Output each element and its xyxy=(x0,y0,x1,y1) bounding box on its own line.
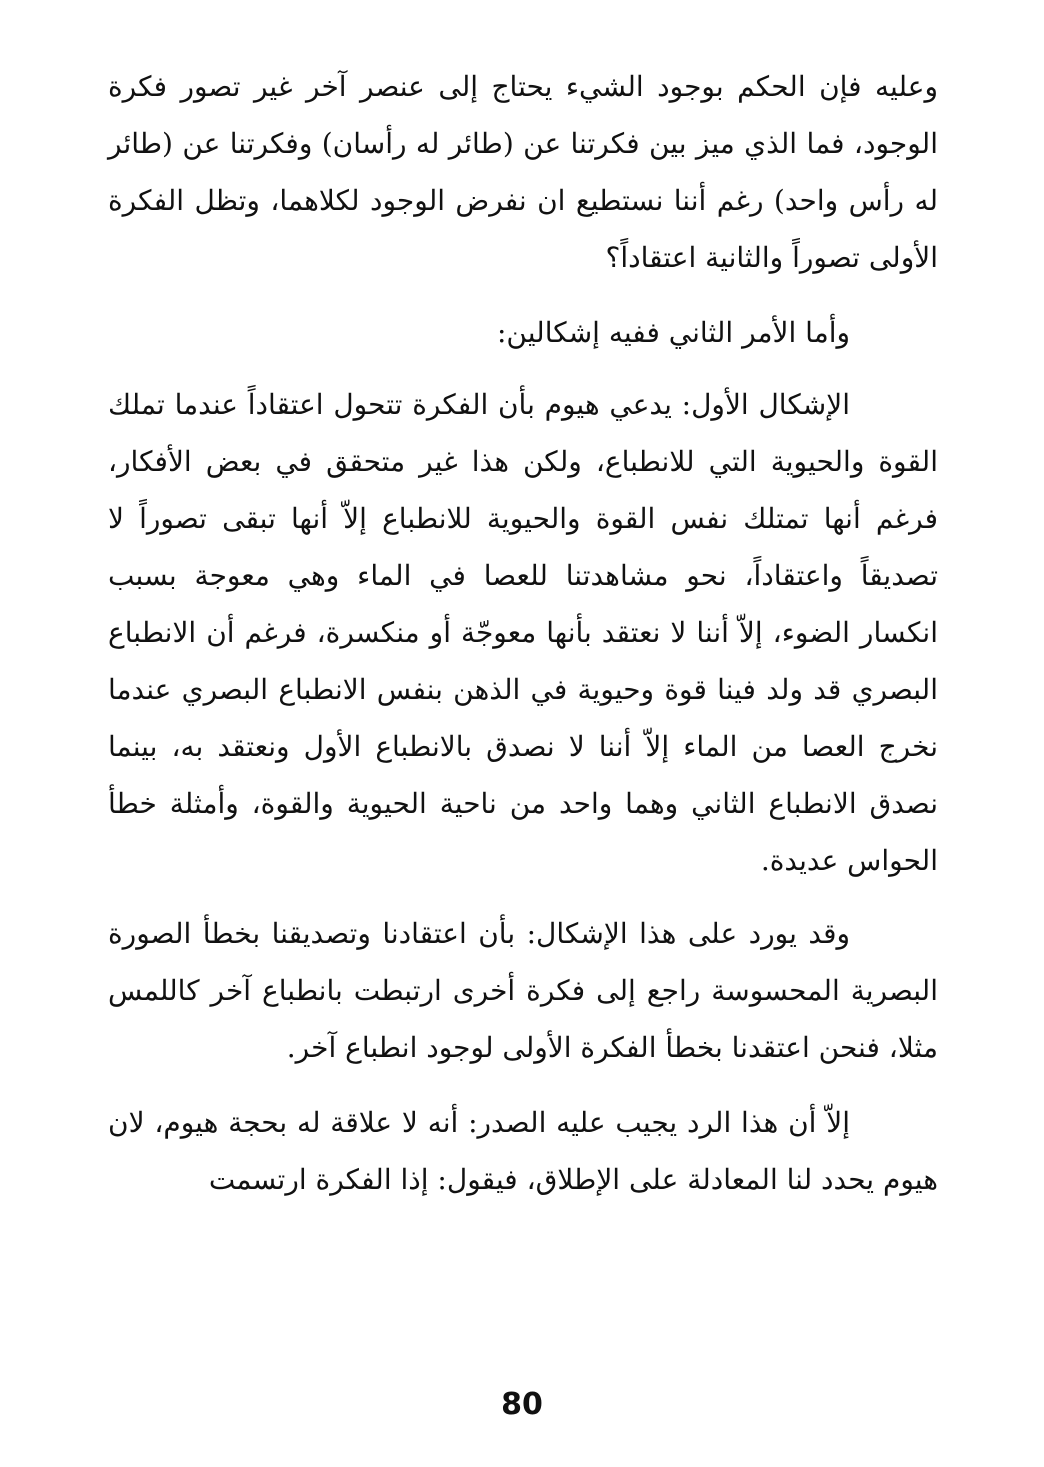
page-number: 80 xyxy=(501,1387,543,1422)
paragraph-3: الإشكال الأول: يدعي هيوم بأن الفكرة تتحول اعتقاداً عندما تملك القوة والحيوية التي للانطباع، ولكن هذا غير متحقق في بعض الأفكار، فرغم أنها تمتلك نفس القوة والحيوية للانطباع إلاّ أنها تبقى تصوراً لا تصديقاً واعتقاداً، نحو مشاهدتنا للعصا في الماء وهي معوجة بسبب انكسار الضوء، إلاّ أننا لا نعتقد بأنها معوجّة أو منكسرة، فرغم أن الانطباع البصري قد ولد فينا قوة وحيوية في الذهن بنفس الانطباع البصري عندما نخرج العصا من الماء إلاّ أننا لا نصدق بالانطباع الأول ونعتقد به، بينما نصدق الانطباع الثاني وهما واحد من ناحية الحيوية والقوة، وأمثلة خطأ الحواس عديدة. xyxy=(108,388,938,877)
paragraph-2: وأما الأمر الثاني ففيه إشكالين: xyxy=(496,316,850,349)
paragraph-1: وعليه فإن الحكم بوجود الشيء يحتاج إلى عنصر آخر غير تصور فكرة الوجود، فما الذي ميز بين فكرتنا عن (طائر له رأسان) وفكرتنا عن (طائر له رأس واحد) رغم أننا نستطيع ان نفرض الوجود لكلاهما، وتظل الفكرة الأولى تصوراً والثانية اعتقاداً؟ xyxy=(108,70,938,274)
page-body xyxy=(108,58,938,1208)
paragraph-4: وقد يورد على هذا الإشكال: بأن اعتقادنا وتصديقنا بخطأ الصورة البصرية المحسوسة راجع إلى فكرة أخرى ارتبطت بانطباع آخر كاللمس مثلا، فنحن اعتقدنا بخطأ الفكرة الأولى لوجود انطباع آخر. xyxy=(108,917,938,1064)
paragraph-5: إلاّ أن هذا الرد يجيب عليه الصدر: أنه لا علاقة له بحجة هيوم، لان هيوم يحدد لنا المعادلة على الإطلاق، فيقول: إذا الفكرة ارتسمت xyxy=(108,1106,938,1196)
